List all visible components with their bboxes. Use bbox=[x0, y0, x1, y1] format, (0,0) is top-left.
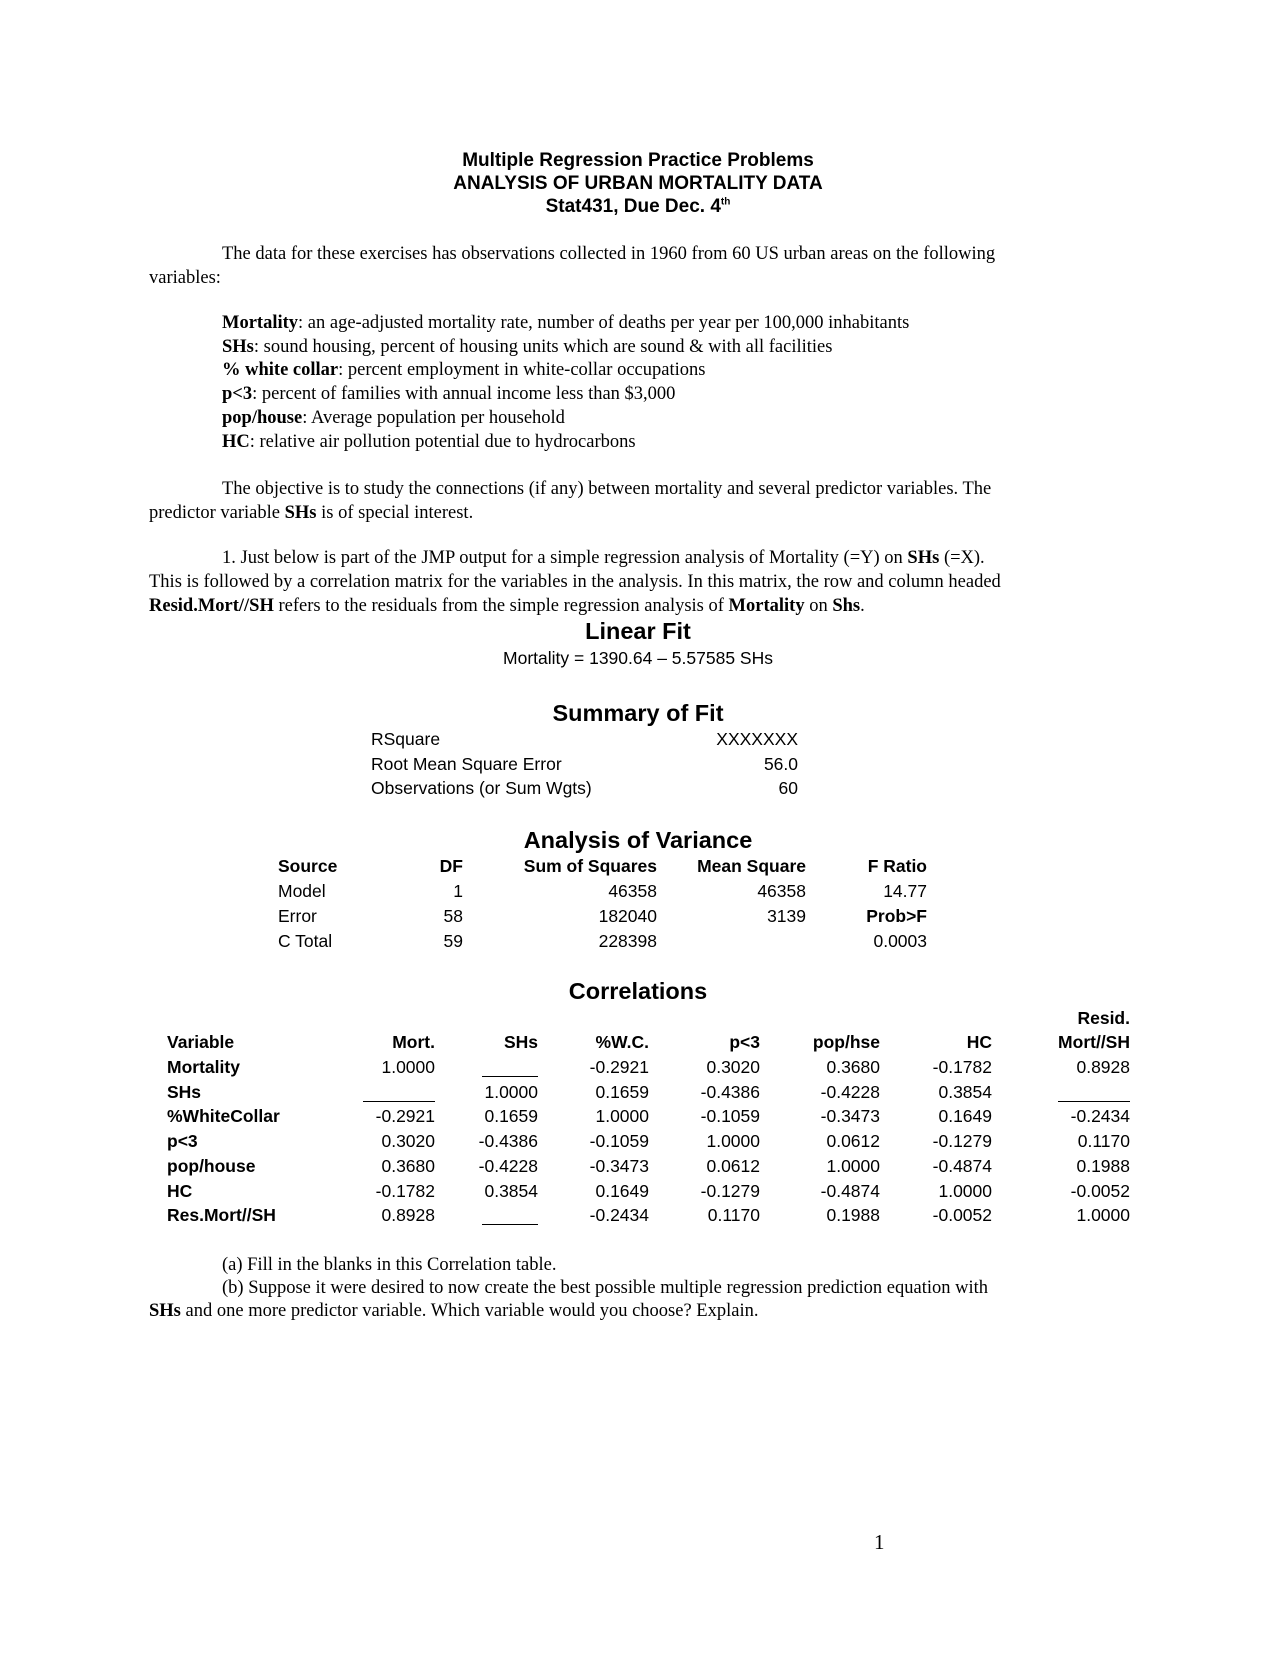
corr-cell: 0.3020 bbox=[381, 1131, 435, 1152]
variable-definition bbox=[222, 409, 565, 428]
question-a: (a) Fill in the blanks in this Correlation table. bbox=[222, 1255, 557, 1275]
t: and one more predictor variable. Which variable would you choose? Explain. bbox=[180, 1301, 759, 1321]
variable-definition bbox=[222, 385, 675, 404]
anova-header: DF bbox=[439, 856, 463, 876]
resid-header-top: Resid. bbox=[1077, 1008, 1130, 1028]
course-sup: th bbox=[720, 196, 731, 208]
corr-row-label: p<3 bbox=[167, 1131, 198, 1152]
corr-cell: 0.8928 bbox=[381, 1205, 435, 1226]
summary-label: Root Mean Square Error bbox=[371, 753, 562, 774]
t: SHs bbox=[149, 1301, 181, 1321]
variable-desc: : relative air pollution potential due to hydrocarbons bbox=[249, 431, 636, 452]
anova-title: Analysis of Variance bbox=[523, 827, 753, 853]
corr-cell: 0.0612 bbox=[826, 1131, 880, 1152]
corr-cell: -0.4228 bbox=[820, 1081, 880, 1102]
variable-definition bbox=[222, 338, 832, 357]
anova-cell: 59 bbox=[443, 930, 463, 951]
anova-cell: 3139 bbox=[767, 905, 806, 926]
corr-cell: -0.1279 bbox=[700, 1180, 760, 1201]
variable-definition bbox=[222, 314, 909, 333]
corr-header: HC bbox=[966, 1032, 992, 1052]
anova-row-label: C Total bbox=[278, 930, 333, 951]
corr-cell: 0.1170 bbox=[707, 1205, 760, 1226]
intro-line1: The data for these exercises has observations collected in 1960 from 60 US urban areas on the following bbox=[222, 244, 996, 264]
t: on bbox=[804, 596, 833, 616]
variable-desc: : percent employment in white-collar occupations bbox=[338, 360, 706, 381]
corr-cell: 1.0000 bbox=[381, 1057, 435, 1077]
corr-row-label: SHs bbox=[167, 1081, 202, 1102]
corr-cell: 0.1659 bbox=[595, 1081, 649, 1102]
anova-row-label: Model bbox=[278, 881, 326, 901]
summary-value: 60 bbox=[778, 778, 798, 798]
summary-value: 56.0 bbox=[763, 753, 798, 774]
anova-cell: 182040 bbox=[598, 905, 657, 926]
regression-equation: Mortality = 1390.64 – 5.57585 SHs bbox=[503, 648, 773, 668]
corr-cell: -0.1279 bbox=[932, 1131, 992, 1152]
anova-row-label: Error bbox=[278, 905, 317, 926]
variable-definition bbox=[222, 361, 705, 380]
corr-cell: 0.3020 bbox=[706, 1057, 760, 1077]
doc-subtitle: ANALYSIS OF URBAN MORTALITY DATA bbox=[453, 173, 823, 194]
corr-cell: -0.3473 bbox=[820, 1106, 880, 1127]
corr-cell: -0.0052 bbox=[932, 1205, 992, 1226]
anova-header: Source bbox=[278, 856, 338, 876]
corr-cell: 0.1649 bbox=[938, 1106, 992, 1127]
corr-cell: 0.0612 bbox=[706, 1155, 760, 1176]
corr-cell: 0.8928 bbox=[1076, 1057, 1130, 1077]
corr-cell: 0.3854 bbox=[484, 1180, 538, 1201]
intro-line2: variables: bbox=[149, 268, 221, 288]
summary-value: XXXXXXX bbox=[716, 729, 798, 749]
t: 1. Just below is part of the JMP output for a simple regression analysis of Mortality (=Y) on bbox=[222, 548, 908, 568]
corr-cell: -0.2921 bbox=[589, 1057, 649, 1077]
variable-name: % white collar bbox=[222, 360, 339, 381]
corr-cell: -0.2921 bbox=[375, 1106, 435, 1127]
question-b-line1: (b) Suppose it were desired to now create the best possible multiple regression prediction equation with bbox=[222, 1278, 989, 1298]
t: (=X). bbox=[939, 548, 985, 568]
corr-cell: 1.0000 bbox=[938, 1180, 992, 1201]
corr-cell: -0.4874 bbox=[932, 1155, 992, 1176]
variable-name: pop/house bbox=[222, 407, 303, 428]
corr-cell: 1.0000 bbox=[1076, 1205, 1130, 1226]
summary-label: Observations (or Sum Wgts) bbox=[371, 778, 592, 798]
question-b-line2 bbox=[149, 1302, 758, 1321]
corr-header: %W.C. bbox=[595, 1032, 649, 1052]
corr-cell: -0.1782 bbox=[375, 1180, 435, 1201]
corr-cell: -0.4386 bbox=[700, 1081, 760, 1102]
corr-cell: 0.3854 bbox=[938, 1081, 992, 1102]
corr-row-label: %WhiteCollar bbox=[167, 1106, 280, 1127]
corr-cell: -0.4228 bbox=[478, 1155, 538, 1176]
variable-definition bbox=[222, 433, 636, 452]
anova-cell: 14.77 bbox=[883, 881, 927, 901]
corr-cell: -0.1782 bbox=[932, 1057, 992, 1077]
corr-cell: 1.0000 bbox=[484, 1081, 538, 1102]
course-line bbox=[0, 197, 1276, 216]
doc-title: Multiple Regression Practice Problems bbox=[462, 150, 814, 171]
corr-cell: 0.1988 bbox=[1076, 1155, 1130, 1176]
anova-header: F Ratio bbox=[867, 856, 927, 876]
corr-header: p<3 bbox=[729, 1032, 760, 1052]
anova-header: Mean Square bbox=[697, 856, 806, 876]
q1-line3 bbox=[149, 597, 865, 616]
t: . bbox=[860, 596, 865, 616]
t: predictor variable bbox=[149, 503, 285, 523]
correlations-title: Correlations bbox=[568, 978, 708, 1004]
variable-name: p<3 bbox=[222, 384, 253, 405]
variable-desc: : percent of families with annual income less than $3,000 bbox=[252, 384, 676, 405]
corr-header: SHs bbox=[503, 1032, 538, 1052]
corr-cell: 0.1649 bbox=[595, 1180, 649, 1201]
linear-fit-title: Linear Fit bbox=[585, 618, 691, 644]
corr-header: pop/hse bbox=[812, 1032, 880, 1052]
variable-desc: : Average population per household bbox=[302, 407, 565, 428]
corr-cell: -0.1059 bbox=[700, 1106, 760, 1127]
corr-cell: 0.1659 bbox=[484, 1106, 538, 1127]
anova-cell: 58 bbox=[443, 905, 463, 926]
t: SHs bbox=[907, 548, 940, 568]
t: SHs bbox=[284, 503, 317, 523]
q1-line2: This is followed by a correlation matrix for the variables in the analysis. In this matrix, the row and column headed bbox=[149, 572, 1001, 592]
variable-name: SHs bbox=[222, 336, 254, 357]
anova-cell: 0.0003 bbox=[873, 930, 927, 951]
t: Mortality bbox=[728, 596, 805, 616]
course-text: Stat431, Due Dec. 4 bbox=[545, 196, 721, 217]
corr-cell: -0.2434 bbox=[589, 1205, 649, 1226]
corr-row-label: Mortality bbox=[167, 1057, 240, 1077]
corr-header: Mort. bbox=[392, 1032, 435, 1052]
corr-header: Variable bbox=[167, 1032, 235, 1052]
anova-cell: 46358 bbox=[757, 881, 806, 901]
objective-line2 bbox=[149, 504, 473, 523]
corr-cell: 1.0000 bbox=[706, 1131, 760, 1152]
corr-cell: -0.1059 bbox=[589, 1131, 649, 1152]
objective-line1: The objective is to study the connections (if any) between mortality and several predictor variables. The bbox=[222, 479, 992, 499]
variable-desc: : an age-adjusted mortality rate, number of deaths per year per 100,000 inhabitants bbox=[298, 313, 910, 333]
variable-name: Mortality bbox=[222, 313, 299, 333]
corr-cell: 1.0000 bbox=[595, 1106, 649, 1127]
corr-cell: 0.1988 bbox=[826, 1205, 880, 1226]
variable-name: HC bbox=[222, 431, 250, 452]
corr-row-label: pop/house bbox=[167, 1155, 256, 1176]
summary-label: RSquare bbox=[371, 729, 441, 749]
summary-fit-title: Summary of Fit bbox=[552, 700, 724, 726]
blank-cell bbox=[1058, 1087, 1130, 1102]
t: Shs bbox=[832, 596, 861, 616]
anova-cell: 228398 bbox=[598, 930, 657, 951]
anova-cell: 46358 bbox=[608, 881, 657, 901]
anova-header: Sum of Squares bbox=[523, 856, 657, 876]
corr-cell: -0.0052 bbox=[1070, 1180, 1130, 1201]
corr-cell: 1.0000 bbox=[826, 1155, 880, 1176]
corr-cell: 0.1170 bbox=[1077, 1131, 1130, 1152]
corr-cell: -0.3473 bbox=[589, 1155, 649, 1176]
corr-row-label: HC bbox=[167, 1180, 193, 1201]
t: is of special interest. bbox=[316, 503, 474, 523]
corr-cell: 0.3680 bbox=[381, 1155, 435, 1176]
q1-line1 bbox=[222, 549, 985, 568]
variable-desc: : sound housing, percent of housing units which are sound & with all facilities bbox=[253, 336, 833, 357]
corr-cell: 0.3680 bbox=[826, 1057, 880, 1077]
corr-header: Mort//SH bbox=[1058, 1032, 1130, 1052]
corr-row-label: Res.Mort//SH bbox=[167, 1205, 276, 1226]
anova-cell: 1 bbox=[453, 881, 463, 901]
t: Resid.Mort//SH bbox=[149, 596, 274, 616]
t: refers to the residuals from the simple regression analysis of bbox=[273, 596, 729, 616]
corr-cell: -0.4874 bbox=[820, 1180, 880, 1201]
page-number: 1 bbox=[874, 1530, 885, 1554]
corr-cell: -0.4386 bbox=[478, 1131, 538, 1152]
anova-cell: Prob>F bbox=[866, 905, 927, 926]
corr-cell: -0.2434 bbox=[1070, 1106, 1130, 1127]
